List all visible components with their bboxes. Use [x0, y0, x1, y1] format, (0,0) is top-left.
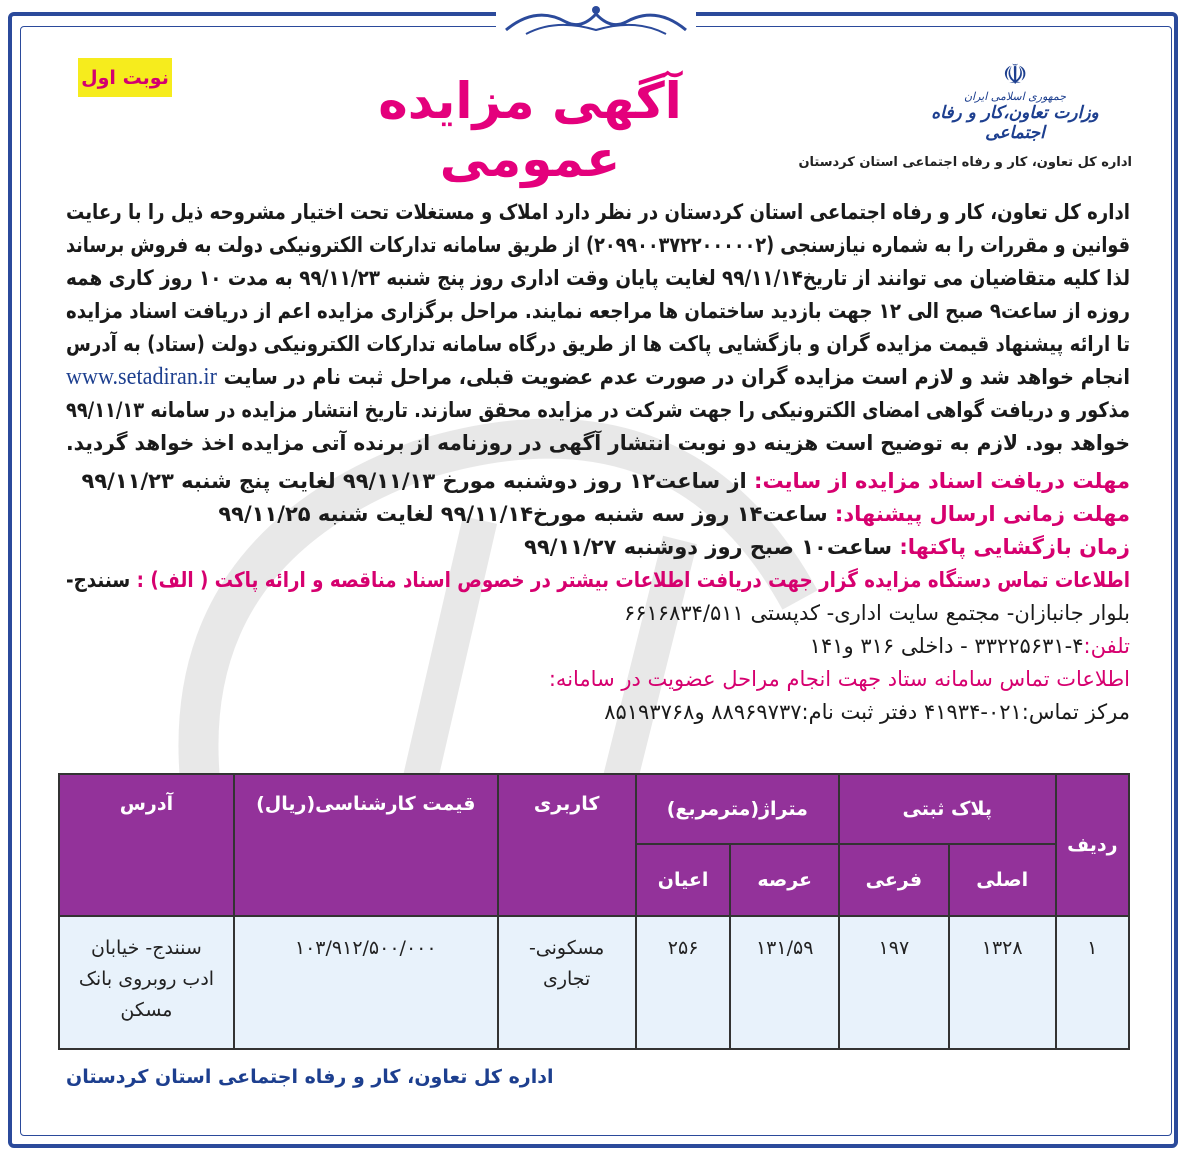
- header-row: ردیف: [1056, 774, 1129, 916]
- doc-deadline-value: از ساعت۱۲ روز دوشنبه مورخ ۹۹/۱۱/۱۳ لغایت پنج شنبه ۹۹/۱۱/۲۳: [81, 469, 747, 493]
- body-line: لذا کلیه متقاضیان می توانند از تاریخ۹۹/۱۱/۱۴ لغایت پایان وقت اداری روز پنج شنبه ۹۹/۱۱/۲۳ به مدت ۱۰ روز کاری همه: [65, 266, 1130, 290]
- setad-contact-label: اطلاعات تماس سامانه ستاد جهت انجام مراحل عضویت در سامانه:: [548, 667, 1130, 691]
- cell-area-land: ۱۳۱/۵۹: [730, 916, 838, 1049]
- header-address: آدرس: [59, 774, 234, 916]
- footer-organization: اداره کل تعاون، کار و رفاه اجتماعی استان کردستان: [66, 1066, 554, 1088]
- bid-deadline: [66, 498, 1130, 531]
- body-line: مذکور و دریافت گواهی امضای الکترونیکی را جهت شرکت در مزایده محقق سازند. تاریخ انتشار مزایده در سامانه ۹۹/۱۱/۱۳: [65, 398, 1130, 422]
- opening-label: زمان بازگشایی پاکتها:: [899, 535, 1130, 559]
- logo-line-2: وزارت تعاون،کار و رفاه اجتماعی: [931, 103, 1099, 143]
- edition-badge: نوبت اول: [78, 58, 172, 97]
- body-line: [66, 361, 1130, 394]
- iran-emblem-icon: ☫: [1002, 58, 1028, 91]
- body-line: روزه از ساعت۹ صبح الی ۱۲ جهت بازدید ساختمان ها مراجعه نمایند. مراحل برگزاری مزایده اعم از دریافت اسناد مزایده: [65, 299, 1130, 323]
- body-text: انجام خواهد شد و لازم است مزایده گران در صورت عدم عضویت قبلی، مراحل ثبت نام در سایت: [223, 365, 1130, 389]
- body-line: خواهد بود. لازم به توضیح است هزینه دو نوبت انتشار آگهی در روزنامه از برنده آتی مزایده اخذ خواهد گردید.: [66, 431, 1131, 455]
- cell-usage: مسکونی- تجاری: [498, 916, 636, 1049]
- cell-row: ۱: [1056, 916, 1129, 1049]
- organization-name: اداره کل تعاون، کار و رفاه اجتماعی استان کردستان: [798, 155, 1132, 170]
- doc-deadline-label: مهلت دریافت اسناد مزایده از سایت:: [754, 469, 1130, 493]
- cell-address: سنندج- خیابان ادب روبروی بانک مسکن: [59, 916, 234, 1049]
- contact-value: سنندج-: [66, 568, 131, 592]
- setad-link[interactable]: www.setadiran.ir: [66, 364, 217, 390]
- phone: [66, 630, 1130, 663]
- cell-plate-sub: ۱۹۷: [839, 916, 949, 1049]
- table-row: [59, 916, 1129, 1049]
- body-line: قوانین و مقررات را به شماره نیازسنجی (۲۰۹۹۰۰۳۷۲۲۰۰۰۰۰۲) از طریق سامانه تدارکات الکترونیکی دولت به فروش برساند: [65, 233, 1130, 257]
- header-area-building: اعیان: [636, 844, 731, 916]
- header-plate-main: اصلی: [949, 844, 1056, 916]
- body-line: اداره کل تعاون، کار و رفاه اجتماعی استان کردستان در نظر دارد املاک و مستغلات تحت اختیار مشروحه ذیل را با رعایت: [65, 200, 1131, 224]
- ministry-logo: [900, 60, 1130, 143]
- announcement-body: [66, 196, 1130, 729]
- cell-plate-main: ۱۳۲۸: [949, 916, 1056, 1049]
- page-title: آگهی مزایده عمومی: [378, 72, 682, 188]
- doc-deadline: [66, 465, 1130, 498]
- bid-deadline-value: ساعت۱۴ روز سه شنبه مورخ۹۹/۱۱/۱۴ لغایت شنبه ۹۹/۱۱/۲۵: [218, 502, 828, 526]
- bid-deadline-label: مهلت زمانی ارسال پیشنهاد:: [834, 502, 1130, 526]
- phone-value: ۴-۳۳۲۲۵۶۳۱ - داخلی ۳۱۶ و۱۴۱: [809, 634, 1084, 658]
- ornament-icon: [496, 0, 696, 44]
- header-price: قیمت کارشناسی(ریال): [234, 774, 498, 916]
- header-usage: کاربری: [498, 774, 636, 916]
- logo-line-1: جمهوری اسلامی ایران: [963, 90, 1067, 103]
- header-area: متراژ(مترمربع): [636, 774, 839, 844]
- opening-value: ساعت۱۰ صبح روز دوشنبه ۹۹/۱۱/۲۷: [524, 535, 892, 559]
- header-plate: پلاک ثبتی: [839, 774, 1056, 844]
- contact-label: اطلاعات تماس دستگاه مزایده گزار جهت دریافت اطلاعات بیشتر در خصوص اسناد مناقصه و ارائه پاکت ( الف) :: [136, 568, 1130, 592]
- opening-time: [66, 531, 1130, 564]
- header-area-land: عرصه: [730, 844, 838, 916]
- body-line: تا ارائه پیشنهاد قیمت مزایده گران و بازگشایی پاکت ها از طریق درگاه سامانه تدارکات الکترونیکی دولت (ستاد) به آدرس: [66, 332, 1131, 356]
- phone-label: تلفن:: [1083, 634, 1130, 658]
- cell-price: ۱۰۳/۹۱۲/۵۰۰/۰۰۰: [234, 916, 498, 1049]
- contact-info: [66, 564, 1130, 597]
- setad-contact: مرکز تماس:۰۲۱-۴۱۹۳۴ دفتر ثبت نام:۸۸۹۶۹۷۳۷ و۸۵۱۹۳۷۶۸: [604, 700, 1130, 724]
- address: بلوار جانبازان- مجتمع سایت اداری- کدپستی ۶۶۱۶۸۳۴/۵۱۱: [623, 601, 1130, 625]
- header-plate-sub: فرعی: [839, 844, 949, 916]
- cell-area-building: ۲۵۶: [636, 916, 731, 1049]
- property-table: [58, 773, 1130, 1050]
